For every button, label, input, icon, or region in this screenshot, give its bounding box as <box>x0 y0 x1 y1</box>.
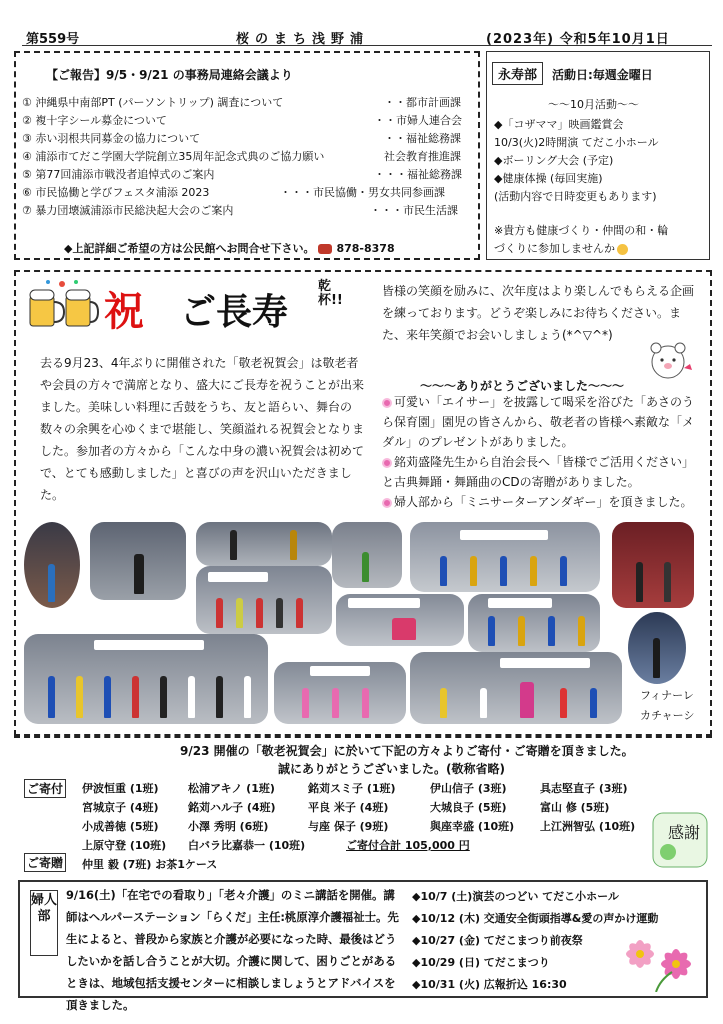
donor: 与座 保子 (9班) <box>308 820 389 833</box>
eiju-line: ◆「コザママ」映画鑑賞会 <box>494 118 624 131</box>
report-item: ⑤ 第77回浦添市戦没者追悼式のご案内 ・・・福祉総務課 <box>22 168 462 181</box>
eiju-line: づくりに参加しませんか <box>494 240 628 256</box>
eiju-club-name: 永寿部 <box>492 62 543 85</box>
photo-red-fan-dance <box>336 594 464 646</box>
donor: 具志堅直子 (3班) <box>540 782 628 795</box>
thanks-item: 銘苅盛隆先生から自治会長へ「皆様でご活用ください」と古典舞踊・舞踊曲のCDの寄贈がありました。 <box>382 455 695 489</box>
photo-stage-performers <box>196 522 332 566</box>
donor: 伊山信子 (3班) <box>430 782 507 795</box>
phone-icon <box>318 244 332 254</box>
eiju-line: (活動内容で日時変更もあります) <box>494 190 657 203</box>
photo-finale-dance <box>410 652 622 724</box>
donation-title: 9/23 開催の「敬老祝賀会」に於いて下記の方々よりご寄付・ご寄贈を頂きました。 <box>180 744 634 758</box>
beer-mug-icon <box>24 278 100 334</box>
report-item: ② 複十字シール募金について ・・市婦人連合会 <box>22 114 462 127</box>
fujin-club-label: 婦人部 <box>30 890 58 956</box>
donor: 仲里 毅 (7班) お茶1ケース <box>82 858 218 871</box>
donor: 與座幸盛 (10班) <box>430 820 515 833</box>
eiju-line: ※貴方も健康づくり・仲間の和・輪 <box>494 224 669 237</box>
photo-group-stage <box>196 566 332 634</box>
report-item: ⑦ 暴力団壊滅浦添市民総決起大会のご案内 ・・・市民生活課 <box>22 204 458 217</box>
donor: 銘苅スミ子 (1班) <box>308 782 396 795</box>
eiju-line: 10/3(火)2時開演 てだこ小ホール <box>494 136 659 149</box>
donor: 上江洲智弘 (10班) <box>540 820 636 833</box>
photo-finale-singer <box>628 612 686 684</box>
finale-caption: フィナーレ カチャーシ <box>640 689 695 722</box>
photo-presenters <box>612 522 694 608</box>
donor: 上原守登 (10班) <box>82 839 167 852</box>
donor: 富山 修 (5班) <box>540 801 610 814</box>
donor: 平良 米子 (4班) <box>308 801 389 814</box>
donation-label: ご寄付 <box>24 779 66 798</box>
thanks-item: 可愛い「エイサー」を披露して喝采を浴びた「あさのうら保育園」園児の皆さんから、敬老者の皆様へ素敵な「メダル」のプレゼントがありました。 <box>382 395 695 449</box>
photo-sanshin-player <box>90 522 186 600</box>
fujin-event: ◆10/29 (日) てだこまつり <box>412 956 550 969</box>
banner-kanpai: 乾杯!! <box>318 279 343 308</box>
report-item: ③ 赤い羽根共同募金の協力について ・・福祉総務課 <box>22 132 461 145</box>
photo-chorus-group <box>24 634 268 724</box>
donation-divider <box>14 736 712 738</box>
celebration-closing-text: 皆様の笑顔を励みに、次年度はより楽しんでもらえる企画を練っております。どうぞ楽しみにお待ちください。また、来年笑顔でお会いしましょう(*^▽^*) <box>382 284 695 342</box>
report-item: ⑥ 市民協働と学びフェスタ浦添 2023 ・・・市民協働・男女共同参画課 <box>22 186 445 199</box>
smile-icon <box>617 244 628 255</box>
fujin-event: ◆10/27 (金) てだこまつり前夜祭 <box>412 934 583 947</box>
photo-pink-dancers <box>274 662 406 724</box>
issue-number: 第559号 <box>26 32 80 47</box>
donor: 松浦アキノ (1班) <box>188 782 275 795</box>
photo-performer-left <box>24 522 80 608</box>
eiju-heading: 〜〜10月活動〜〜 <box>548 98 639 111</box>
celebration-report-text: 去る9月23、4年ぶりに開催された「敬老祝賀会」は敬老者や会員の方々で満席となり、盛大にご長寿を祝うことが出来ました。美味しい料理に舌鼓をうち、友と語らい、舞台の数々の余興を心ゆくまで堪能し、笑顔溢れる祝賀会となりました。参加者の方々から「こんな中身の濃い祝賀会は初めてで、とても感動しました」と喜びの声を沢山いただきました。 <box>40 356 365 502</box>
banner-gochoju: ご長寿 <box>180 291 289 333</box>
flower-icon <box>382 398 392 408</box>
donor: 大城良子 (5班) <box>430 801 507 814</box>
donor: 白バラ比嘉恭一 (10班) <box>188 839 306 852</box>
banner-iwai: 祝 <box>104 288 144 335</box>
donor: 銘苅ハル子 (4班) <box>188 801 276 814</box>
donor: 宮城京子 (4班) <box>82 801 159 814</box>
donor: 小澤 秀明 (6班) <box>188 820 269 833</box>
eiju-line: ◆健康体操 (毎回実施) <box>494 172 603 185</box>
donation-subtitle: 誠にありがとうございました。(敬称省略) <box>278 762 505 776</box>
donor: 伊波恒重 (1班) <box>82 782 159 795</box>
eiju-activity-day: 活動日:毎週金曜日 <box>552 68 653 82</box>
donor: 小成善徳 (5班) <box>82 820 159 833</box>
report-note: ◆上記詳細ご希望の方は公民館へお問合せ下さい。 878-8378 <box>64 242 395 255</box>
report-item: ④ 浦添市てだこ学園大学院創立35周年記念式典のご協力願い 社会教育推進課 <box>22 150 461 163</box>
newsletter-title: 桜のまち浅野浦 <box>236 32 370 47</box>
cosmos-flower-icon <box>616 930 704 992</box>
fujin-report-text: 9/16(土)「在宅での看取り」「老々介護」のミニ講話を開催。講師はヘルパーステーション「らくだ」主任:桃原淳介護福祉士。先生によると、普段から家族と介護が必要になった時、最後はどうしたいかを話し合うことが大切。介護に関して、困りごとがあるときは、地域包括支援センターに相談しましょうとアドバイスを頂きました。 <box>66 888 399 1012</box>
photo-children-eisa <box>410 522 600 592</box>
fujin-event: ◆10/7 (土)演芸のつどい てだこ小ホール <box>412 890 619 903</box>
report-title: 【ご報告】9/5・9/21 の事務局連絡会議より <box>46 68 293 82</box>
photo-dancer <box>332 522 402 588</box>
thanks-item: 婦人部から「ミニサーターアンダギー」を頂きました。 <box>382 492 704 512</box>
flower-icon <box>382 458 392 468</box>
kansha-badge <box>652 812 708 868</box>
header-divider <box>22 45 712 46</box>
photo-children-dance <box>468 594 600 652</box>
phone-number: 878-8378 <box>336 242 395 255</box>
issue-date: (2023年) 令和5年10月1日 <box>486 32 670 47</box>
bear-icon <box>640 338 696 382</box>
eiju-line: ◆ボーリング大会 (予定) <box>494 154 614 167</box>
svg-text:感謝: 感謝 <box>667 823 701 842</box>
fujin-event: ◆10/31 (火) 広報折込 16:30 <box>412 978 567 991</box>
donation-total: ご寄付合計 105,000 円 <box>346 839 470 852</box>
fujin-event: ◆10/12 (木) 交通安全街頭指導&愛の声かけ運動 <box>412 912 659 925</box>
donation-label: ご寄贈 <box>24 853 66 872</box>
report-item: ① 沖縄県中南部PT (パーソントリップ) 調査について ・・都市計画課 <box>22 96 461 109</box>
thanks-heading: 〜〜〜ありがとうございました〜〜〜 <box>420 379 625 393</box>
flower-icon <box>382 498 392 508</box>
